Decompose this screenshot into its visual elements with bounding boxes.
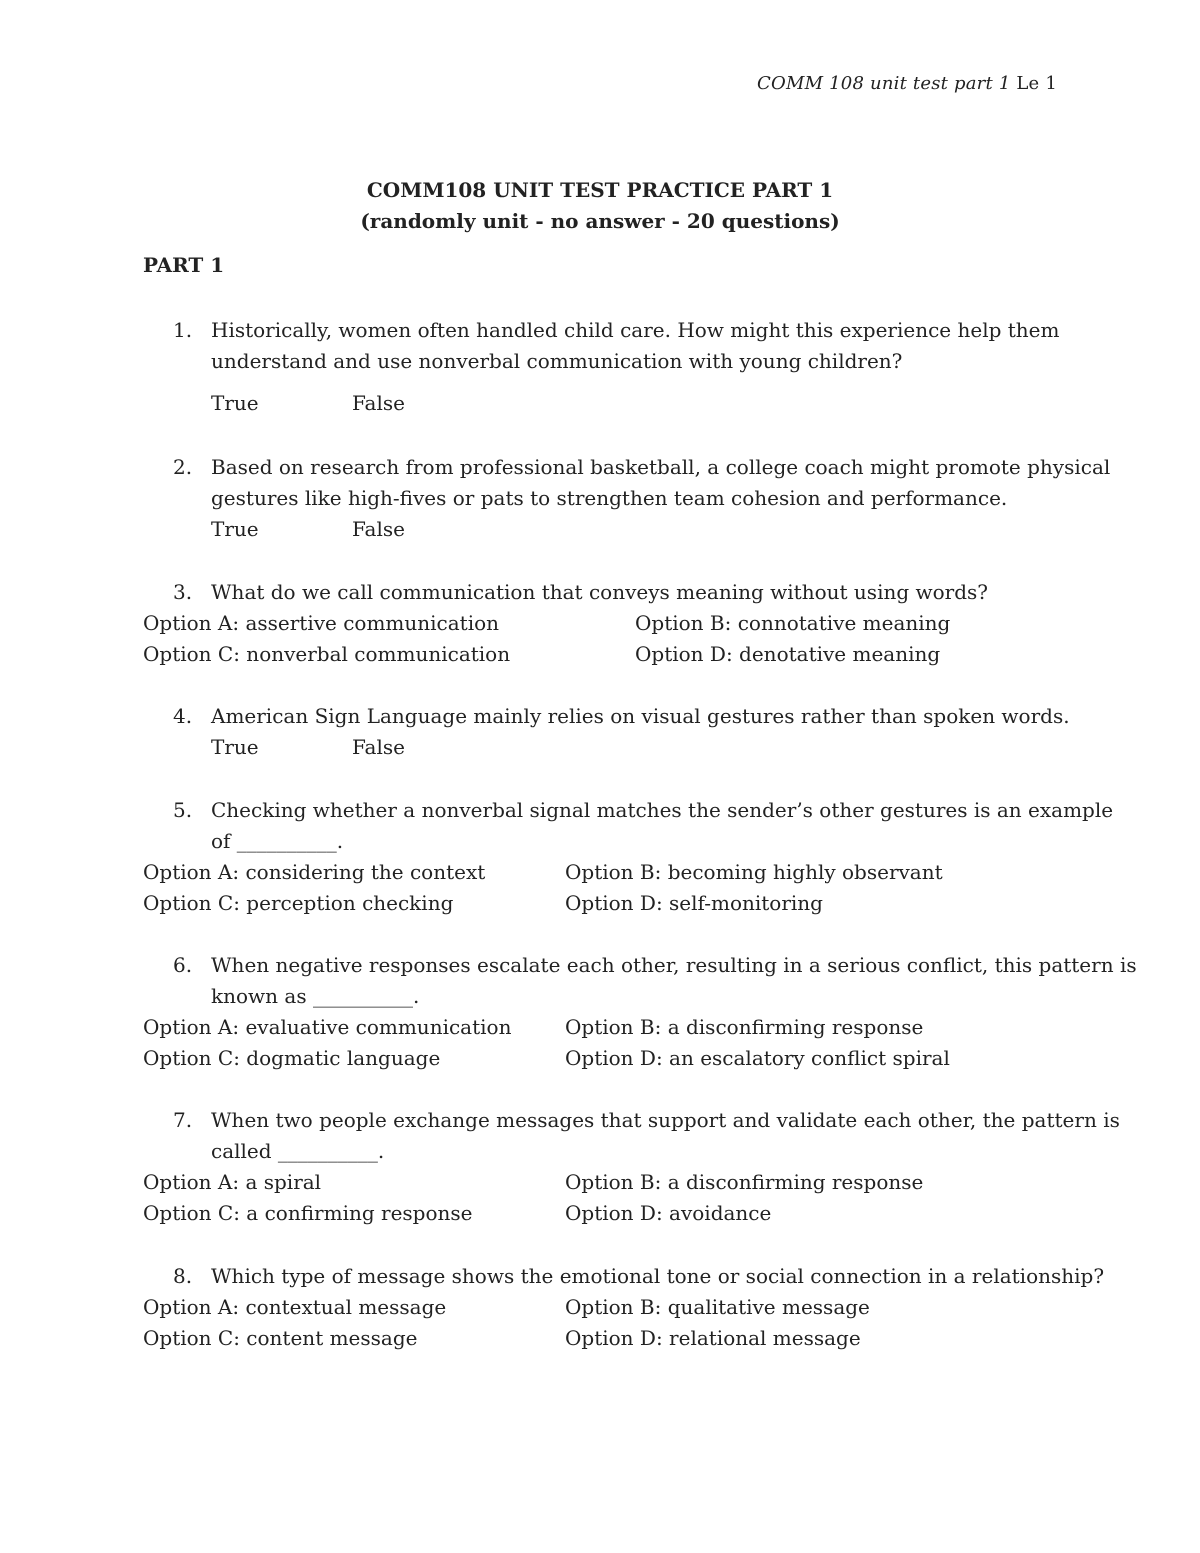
option-c: Option C: content message [143, 1326, 418, 1350]
options-row [143, 1043, 1063, 1074]
question-text: Historically, women often handled child care. How might this experience help them [211, 318, 1060, 342]
question-text: gestures like high-fives or pats to strengthen team cohesion and performance. [211, 486, 1008, 510]
option-b: Option B: a disconfirming response [565, 1015, 924, 1039]
option-d: Option D: avoidance [565, 1201, 772, 1225]
true-false-choices [143, 388, 1063, 419]
true-choice: True [211, 391, 259, 415]
question-text: When negative responses escalate each other, resulting in a serious conflict, this pattern is [211, 953, 1137, 977]
options-row [143, 888, 1063, 919]
false-choice: False [352, 517, 405, 541]
question-text: When two people exchange messages that support and validate each other, the pattern is [211, 1108, 1120, 1132]
option-d: Option D: an escalatory conflict spiral [565, 1046, 950, 1070]
options-row [143, 1292, 1063, 1323]
question-number: 5. [173, 798, 193, 822]
option-b: Option B: a disconfirming response [565, 1170, 924, 1194]
options-row [143, 1012, 1063, 1043]
option-d: Option D: self-monitoring [565, 891, 823, 915]
question-6 [143, 950, 1137, 1074]
question-number: 7. [173, 1108, 193, 1132]
options-row [143, 639, 1063, 670]
document-title: COMM108 UNIT TEST PRACTICE PART 1 [366, 178, 834, 202]
true-choice: True [211, 517, 259, 541]
false-choice: False [352, 735, 405, 759]
question-text: Checking whether a nonverbal signal matches the sender’s other gestures is an example [211, 798, 1114, 822]
option-b: Option B: qualitative message [565, 1295, 870, 1319]
question-8 [143, 1261, 1105, 1354]
question-3 [143, 577, 1063, 670]
running-header [757, 73, 1057, 94]
option-b: Option B: connotative meaning [635, 611, 951, 635]
question-number: 8. [173, 1264, 193, 1288]
option-b: Option B: becoming highly observant [565, 860, 943, 884]
question-4 [143, 701, 1070, 763]
question-text: Based on research from professional basketball, a college coach might promote physical [211, 455, 1111, 479]
option-a: Option A: contextual message [143, 1295, 447, 1319]
option-c: Option C: perception checking [143, 891, 454, 915]
options-row [143, 1167, 1063, 1198]
true-false-choices [143, 732, 1063, 763]
question-number: 2. [173, 455, 193, 479]
option-d: Option D: relational message [565, 1326, 861, 1350]
option-a: Option A: a spiral [143, 1170, 322, 1194]
options-row [143, 1198, 1063, 1229]
document-subtitle: (randomly unit - no answer - 20 questions) [360, 209, 840, 233]
part-heading: PART 1 [143, 253, 225, 277]
question-text: known as __________. [211, 984, 420, 1008]
option-c: Option C: dogmatic language [143, 1046, 441, 1070]
option-a: Option A: evaluative communication [143, 1015, 512, 1039]
header-course: COMM 108 unit test part 1 [757, 73, 1011, 94]
true-choice: True [211, 735, 259, 759]
options-row [143, 857, 1063, 888]
question-text: Which type of message shows the emotional tone or social connection in a relationship? [211, 1264, 1105, 1288]
question-text: called __________. [211, 1139, 385, 1163]
option-a: Option A: considering the context [143, 860, 486, 884]
option-c: Option C: nonverbal communication [143, 642, 511, 666]
question-2 [143, 452, 1111, 545]
option-d: Option D: denotative meaning [635, 642, 941, 666]
false-choice: False [352, 391, 405, 415]
question-number: 3. [173, 580, 193, 604]
question-number: 1. [173, 318, 193, 342]
true-false-choices [143, 514, 1063, 545]
question-text: What do we call communication that conveys meaning without using words? [211, 580, 989, 604]
options-row [143, 1323, 1063, 1354]
options-row [143, 608, 1063, 639]
question-number: 6. [173, 953, 193, 977]
question-text: American Sign Language mainly relies on visual gestures rather than spoken words. [211, 704, 1070, 728]
header-suffix: Le 1 [1016, 73, 1057, 94]
question-1 [143, 315, 1063, 419]
option-a: Option A: assertive communication [143, 611, 500, 635]
question-7 [143, 1105, 1120, 1229]
option-c: Option C: a confirming response [143, 1201, 473, 1225]
question-text: understand and use nonverbal communication with young children? [211, 349, 903, 373]
question-5 [143, 795, 1114, 919]
question-number: 4. [173, 704, 193, 728]
question-text: of __________. [211, 829, 344, 853]
